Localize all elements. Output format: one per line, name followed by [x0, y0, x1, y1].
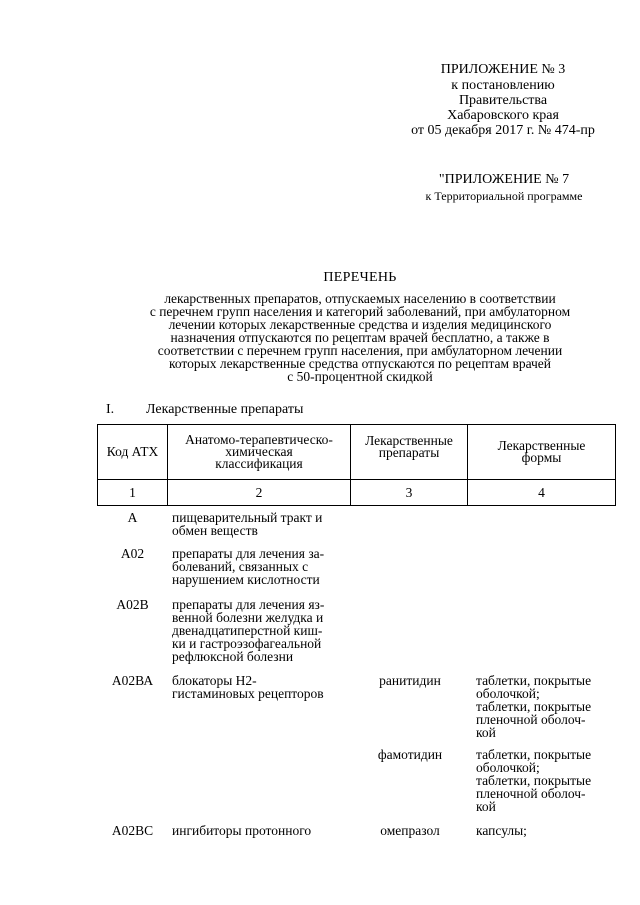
column-number-label: 1	[129, 484, 136, 500]
atc-code: А02	[120, 546, 145, 561]
form-line: таблетки, покрытые	[476, 699, 592, 714]
column-header-forms	[468, 425, 615, 479]
form-line: пленочной оболоч-	[476, 786, 586, 801]
column-number	[168, 480, 350, 505]
section-number: I.	[106, 402, 115, 417]
table-border	[97, 505, 616, 506]
table-border	[615, 424, 616, 506]
column-number	[351, 480, 467, 505]
description-line: с 50-процентной скидкой	[287, 369, 433, 384]
appendix-3-date: от 05 декабря 2017 г. № 474-пр	[411, 123, 595, 138]
section-title: Лекарственные препараты	[146, 402, 304, 417]
form-line: пленочной оболоч-	[476, 712, 586, 727]
atc-code: А02В	[116, 597, 149, 612]
form-line: таблетки, покрытые	[476, 773, 592, 788]
form-line: капсулы;	[476, 823, 527, 838]
list-description	[60, 292, 640, 383]
description-line: соответствии с перечнем групп населения, при амбулаторном лечении	[157, 343, 563, 358]
form-line: таблетки, покрытые	[476, 673, 592, 688]
column-header-code	[98, 425, 167, 479]
appendix-7-block	[400, 172, 608, 203]
classification-line: гистаминовых рецепторов	[172, 686, 324, 701]
classification-line: ки и гастроэзофагеальной	[172, 636, 322, 651]
classification	[172, 674, 357, 700]
classification-line: нарушением кислотности	[172, 572, 320, 587]
appendix-3-line: Правительства	[458, 93, 548, 108]
drug-name: омепразол	[380, 823, 440, 838]
classification-line: болеваний, связанных с	[172, 559, 309, 574]
classification	[172, 511, 357, 537]
atc-code: А	[127, 510, 138, 525]
column-header-classification	[168, 425, 350, 479]
classification-line: обмен веществ	[172, 523, 258, 538]
description-line: назначения отпускаются по рецептам врачей бесплатно, а также в	[170, 330, 550, 345]
form-line: кой	[476, 725, 496, 740]
description-line: лечении которых лекарственные средства и изделия медицинского	[168, 317, 552, 332]
classification-line: пищеварительный тракт и	[172, 510, 323, 525]
drug-name: фамотидин	[377, 747, 443, 762]
classification-line: рефлюксной болезни	[172, 649, 294, 664]
form-line: оболочкой;	[476, 760, 540, 775]
column-header-label: препараты	[378, 445, 440, 460]
appendix-3-title: ПРИЛОЖЕНИЕ № 3	[440, 62, 566, 77]
column-number-label: 2	[255, 484, 263, 500]
form-line: кой	[476, 799, 496, 814]
column-number-label: 3	[405, 484, 413, 500]
description-line: лекарственных препаратов, отпускаемых населению в соответствии	[164, 291, 556, 306]
column-header-label: Лекарственные	[365, 433, 453, 448]
dosage-forms	[476, 674, 616, 739]
form-line: оболочкой;	[476, 686, 540, 701]
appendix-3-line: к постановлению	[451, 78, 555, 93]
classification-line: блокаторы Н2-	[172, 673, 257, 688]
atc-code: А02ВС	[111, 823, 154, 838]
column-number	[468, 480, 615, 505]
column-header-label: химическая	[225, 444, 293, 459]
column-header-label: формы	[521, 450, 562, 465]
classification	[172, 598, 357, 663]
drug-name: ранитидин	[379, 673, 441, 688]
column-header-label: Анатомо-терапевтическо-	[185, 432, 333, 447]
classification-line: ингибиторы протонного	[172, 823, 312, 838]
classification	[172, 824, 357, 837]
column-header-label: Код АТХ	[106, 444, 159, 459]
column-number	[98, 480, 167, 505]
list-title: ПЕРЕЧЕНЬ	[323, 270, 397, 285]
classification-line: препараты для лечения за-	[172, 546, 325, 561]
appendix-7-title: "ПРИЛОЖЕНИЕ № 7	[438, 172, 570, 187]
appendix-7-line: к Территориальной программе	[425, 189, 583, 203]
appendix-3-line: Хабаровского края	[447, 108, 559, 123]
column-header-label: классификация	[215, 456, 303, 471]
table-header	[97, 424, 616, 506]
classification-line: препараты для лечения яз-	[172, 597, 325, 612]
form-line: таблетки, покрытые	[476, 747, 592, 762]
dosage-forms	[476, 824, 616, 837]
classification-line: двенадцатиперстной киш‑	[172, 623, 323, 638]
description-line: которых лекарственные средства отпускаются по рецептам врачей	[168, 356, 552, 371]
atc-code: А02ВА	[111, 673, 154, 688]
column-header-drugs	[351, 425, 467, 469]
classification-line: венной болезни желудка и	[172, 610, 324, 625]
appendix-3-block	[396, 62, 610, 138]
column-number-label: 4	[538, 484, 545, 500]
dosage-forms	[476, 748, 616, 813]
column-header-label: Лекарственные	[497, 438, 586, 453]
classification	[172, 547, 357, 586]
description-line: с перечнем групп населения и категорий заболеваний, при амбулаторном	[149, 304, 571, 319]
